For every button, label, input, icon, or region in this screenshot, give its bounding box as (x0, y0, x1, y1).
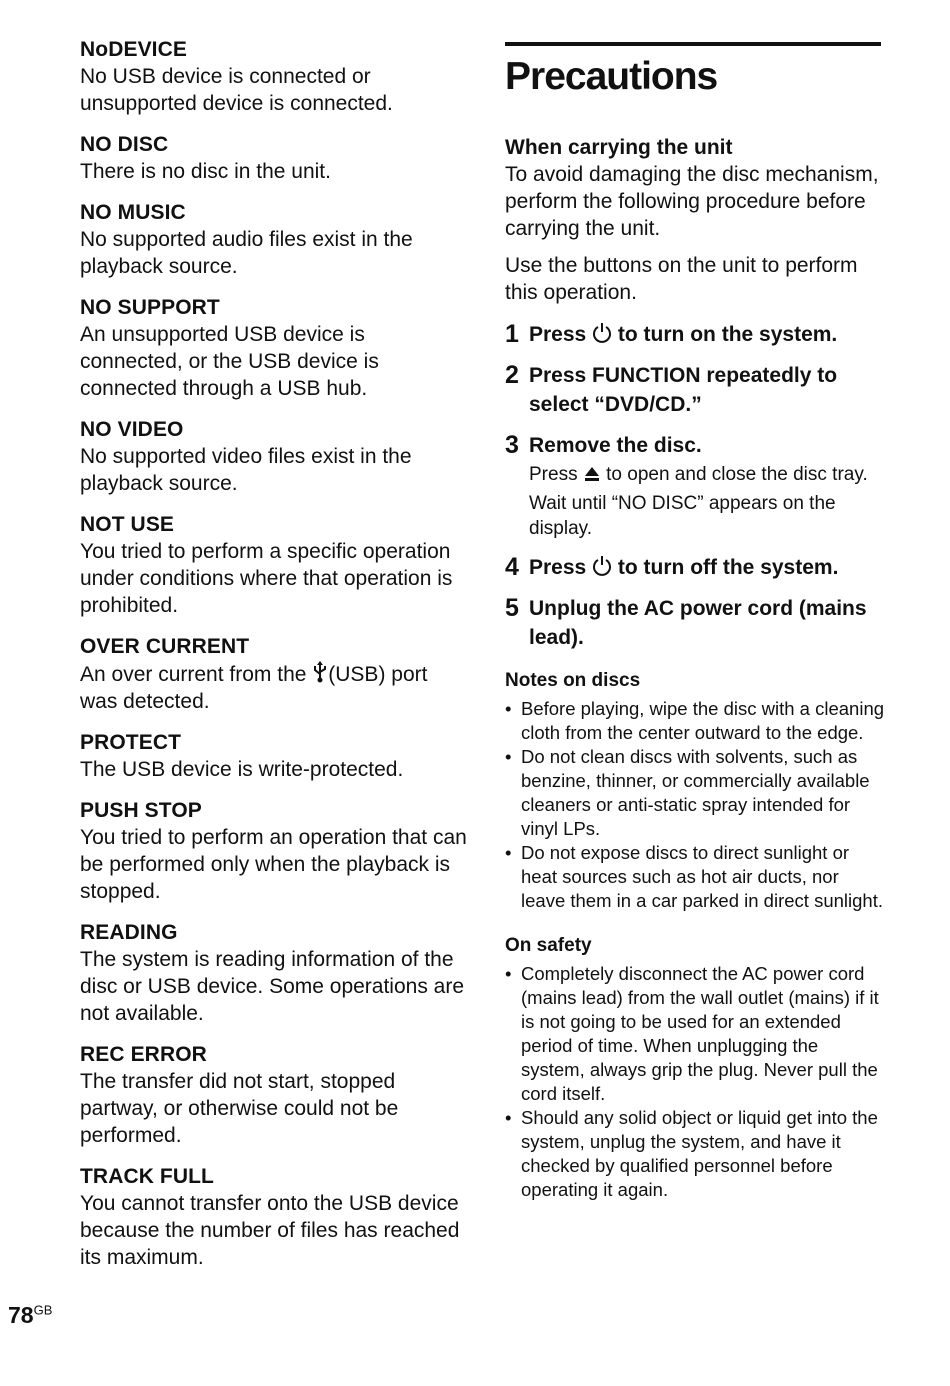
message-description: You tried to perform an operation that can be performed only when the playback is stopped. (80, 826, 467, 903)
message-description: You tried to perform a specific operation under conditions where that operation is prohibited. (80, 540, 453, 617)
power-icon (592, 322, 612, 344)
step-item (505, 320, 885, 349)
list-item: • Before playing, wipe the disc with a cleaning cloth from the center outward to the edge. (505, 697, 885, 745)
description-text: An over current from the (80, 663, 313, 686)
message-description: The system is reading information of the disc or USB device. Some operations are not available. (80, 948, 465, 1025)
carrying-heading: When carrying the unit (505, 136, 733, 159)
list-item: • Should any solid object or liquid get into the system, unplug the system, and have it checked by qualified personnel before operating it again. (505, 1106, 885, 1202)
carrying-intro: To avoid damaging the disc mechanism, perform the following procedure before carrying the unit. (505, 163, 879, 240)
message-entry (80, 729, 470, 783)
step-detail (529, 462, 885, 487)
step-detail: Wait until “NO DISC” appears on the display. (529, 493, 836, 539)
message-term: NO VIDEO (80, 418, 184, 441)
step-number: 3 (505, 431, 519, 459)
step-list (505, 320, 885, 652)
step-text (529, 553, 885, 582)
message-description: The USB device is write-protected. (80, 758, 404, 781)
message-description: There is no disc in the unit. (80, 160, 331, 183)
list-item: • Do not clean discs with solvents, such as benzine, thinner, or commercially available cleaners or anti-static spray intended for vinyl LPs. (505, 745, 885, 841)
step-text-part: to turn on the system. (612, 323, 838, 346)
step-text: Unplug the AC power cord (mains lead). (529, 597, 867, 649)
step-item (505, 361, 885, 419)
precautions-section (505, 42, 885, 1202)
page-number-suffix: GB (33, 1302, 53, 1318)
message-entry (80, 633, 470, 715)
message-entry (80, 199, 470, 280)
message-term: NOT USE (80, 513, 175, 536)
message-term: TRACK FULL (80, 1165, 214, 1188)
message-term: NO MUSIC (80, 201, 186, 224)
message-entry (80, 919, 470, 1027)
message-term: READING (80, 921, 178, 944)
message-term: NO DISC (80, 133, 169, 156)
message-description: An unsupported USB device is connected, or the USB device is connected through a USB hub. (80, 323, 379, 400)
power-icon (592, 555, 612, 577)
message-list (80, 36, 470, 1285)
message-entry (80, 131, 470, 185)
message-term: NO SUPPORT (80, 296, 220, 319)
list-item: • Completely disconnect the AC power cord (mains lead) from the wall outlet (mains) if it is not going to be used for an extended period of time. When unplugging the system, always grip the plug. Never pull the cord itself. (505, 962, 885, 1106)
page-number-value: 78 (8, 1302, 34, 1328)
message-term: PUSH STOP (80, 799, 202, 822)
message-entry (80, 511, 470, 619)
page-number (8, 1302, 52, 1329)
step-item (505, 431, 885, 541)
carrying-note: Use the buttons on the unit to perform this operation. (505, 254, 858, 304)
step-text (529, 320, 885, 349)
step-detail-part: Press (529, 464, 583, 485)
step-number: 1 (505, 320, 519, 348)
message-description (80, 660, 470, 715)
step-text: Press FUNCTION repeatedly to select “DVD/CD.” (529, 364, 838, 416)
section-rule (505, 42, 881, 46)
eject-icon (583, 465, 601, 483)
message-description: The transfer did not start, stopped partway, or otherwise could not be performed. (80, 1070, 399, 1147)
step-number: 2 (505, 361, 519, 389)
list-item: • Do not expose discs to direct sunlight or heat sources such as hot air ducts, nor leave them in a car parked in direct sunlight. (505, 841, 885, 913)
message-entry (80, 36, 470, 117)
message-term: PROTECT (80, 731, 182, 754)
safety-notes (505, 962, 885, 1202)
section-title: Precautions (505, 55, 718, 98)
message-entry (80, 1163, 470, 1271)
message-description: You cannot transfer onto the USB device because the number of files has reached its maximum. (80, 1192, 460, 1269)
usb-icon (312, 660, 328, 684)
discs-heading: Notes on discs (505, 670, 641, 691)
message-description: No USB device is connected or unsupported device is connected. (80, 65, 393, 115)
message-description: No supported audio files exist in the playback source. (80, 228, 413, 278)
message-term: REC ERROR (80, 1043, 207, 1066)
step-number: 5 (505, 594, 519, 622)
step-text-part: Press (529, 556, 593, 579)
message-entry (80, 416, 470, 497)
safety-heading: On safety (505, 935, 592, 956)
step-text-part: Press (529, 323, 593, 346)
message-entry (80, 1041, 470, 1149)
step-text: Remove the disc. (529, 434, 702, 457)
message-term: NoDEVICE (80, 38, 187, 61)
step-item (505, 553, 885, 582)
message-entry (80, 797, 470, 905)
description-text: (USB) port was detected. (80, 663, 428, 713)
step-item (505, 594, 885, 652)
step-text-part: to turn off the system. (612, 556, 839, 579)
step-detail-part: to open and close the disc tray. (600, 464, 868, 485)
message-description: No supported video files exist in the playback source. (80, 445, 412, 495)
message-entry (80, 294, 470, 402)
message-term: OVER CURRENT (80, 635, 250, 658)
discs-notes (505, 697, 885, 913)
step-number: 4 (505, 553, 519, 581)
